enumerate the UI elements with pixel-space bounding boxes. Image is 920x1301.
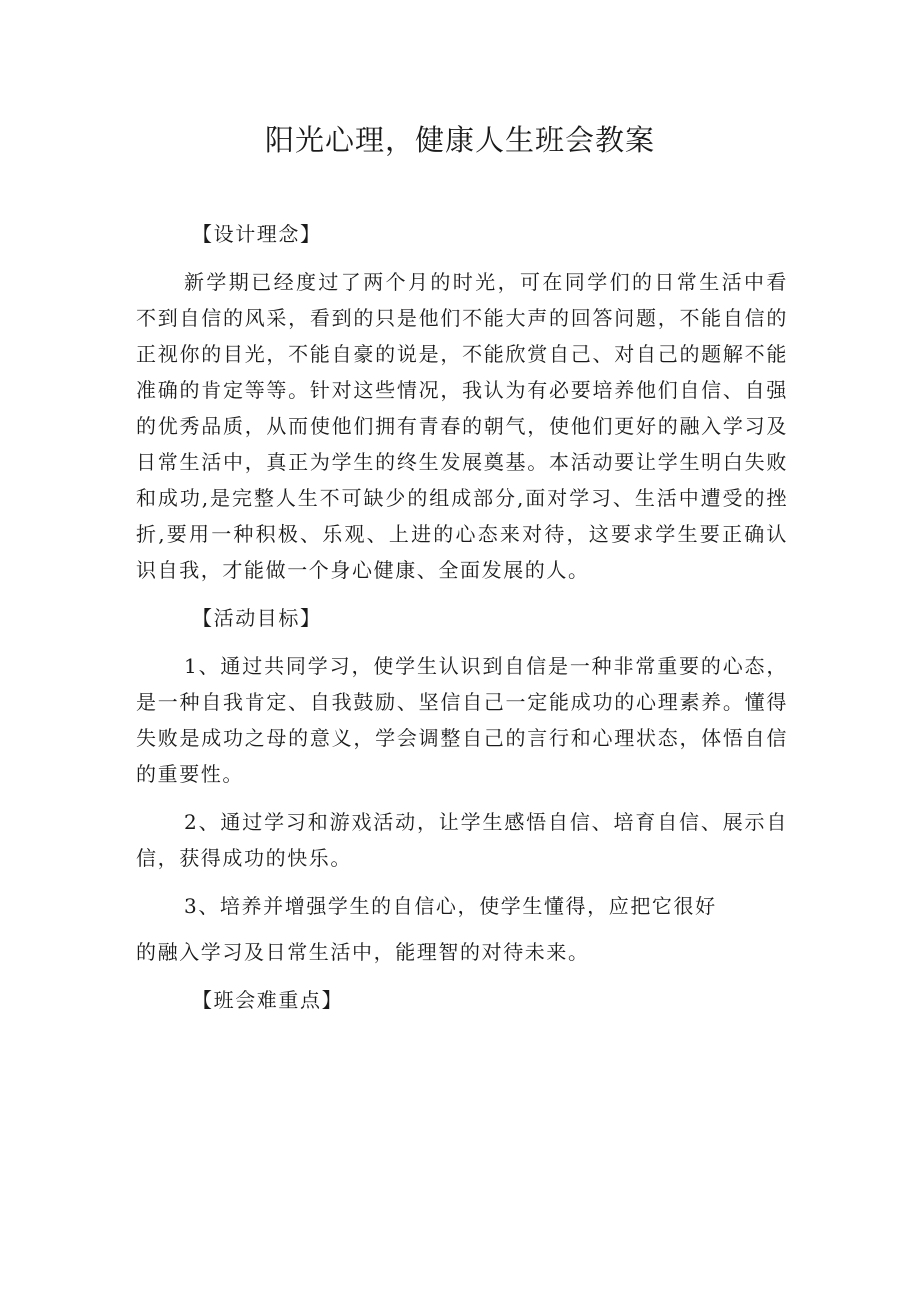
page-title: 阳光心理，健康人生班会教案 <box>264 123 655 157</box>
paragraph-goal-2: 2、通过学习和游戏活动，让学生感悟自信、培育自信、展示自信，获得成功的快乐。 <box>136 810 788 870</box>
paragraph-goal-3 <box>136 888 788 970</box>
section-heading-design-concept: 【设计理念】 <box>192 222 322 246</box>
paragraph-goal-3-line-2: 的融入学习及日常生活中，能理智的对待未来。 <box>136 940 590 964</box>
paragraph-design-concept: 新学期已经度过了两个月的时光，可在同学们的日常生活中看不到自信的风采，看到的只是他们不能大声的回答问题，不能自信的正视你的目光，不能自豪的说是，不能欣赏自己、对自己的题解不能准确的肯定等等。针对这些情况，我认为有必要培养他们自信、自强的优秀品质，从而使他们拥有青春的朝气，使他们更好的融入学习及日常生活中，真正为学生的终生发展奠基。本活动要让学生明白失败和成功,是完整人生不可缺少的组成部分,面对学习、生活中遭受的挫折,要用一种积极、乐观、上进的心态来对待，这要求学生要正确认识自我，才能做一个身心健康、全面发展的人。 <box>136 270 788 582</box>
document-body <box>136 216 788 1018</box>
paragraph-goal-1: 1、通过共同学习，使学生认识到自信是一种非常重要的心态，是一种自我肯定、自我鼓励、坚信自己一定能成功的心理素养。懂得失败是成功之母的意义，学会调整自己的言行和心理状态，体悟自信的重要性。 <box>136 654 788 786</box>
paragraph-goal-3-line-1: 3、培养并增强学生的自信心，使学生懂得，应把它很好 <box>184 894 717 918</box>
section-heading-activity-goals: 【活动目标】 <box>192 606 322 630</box>
section-heading-key-points: 【班会难重点】 <box>192 988 344 1012</box>
